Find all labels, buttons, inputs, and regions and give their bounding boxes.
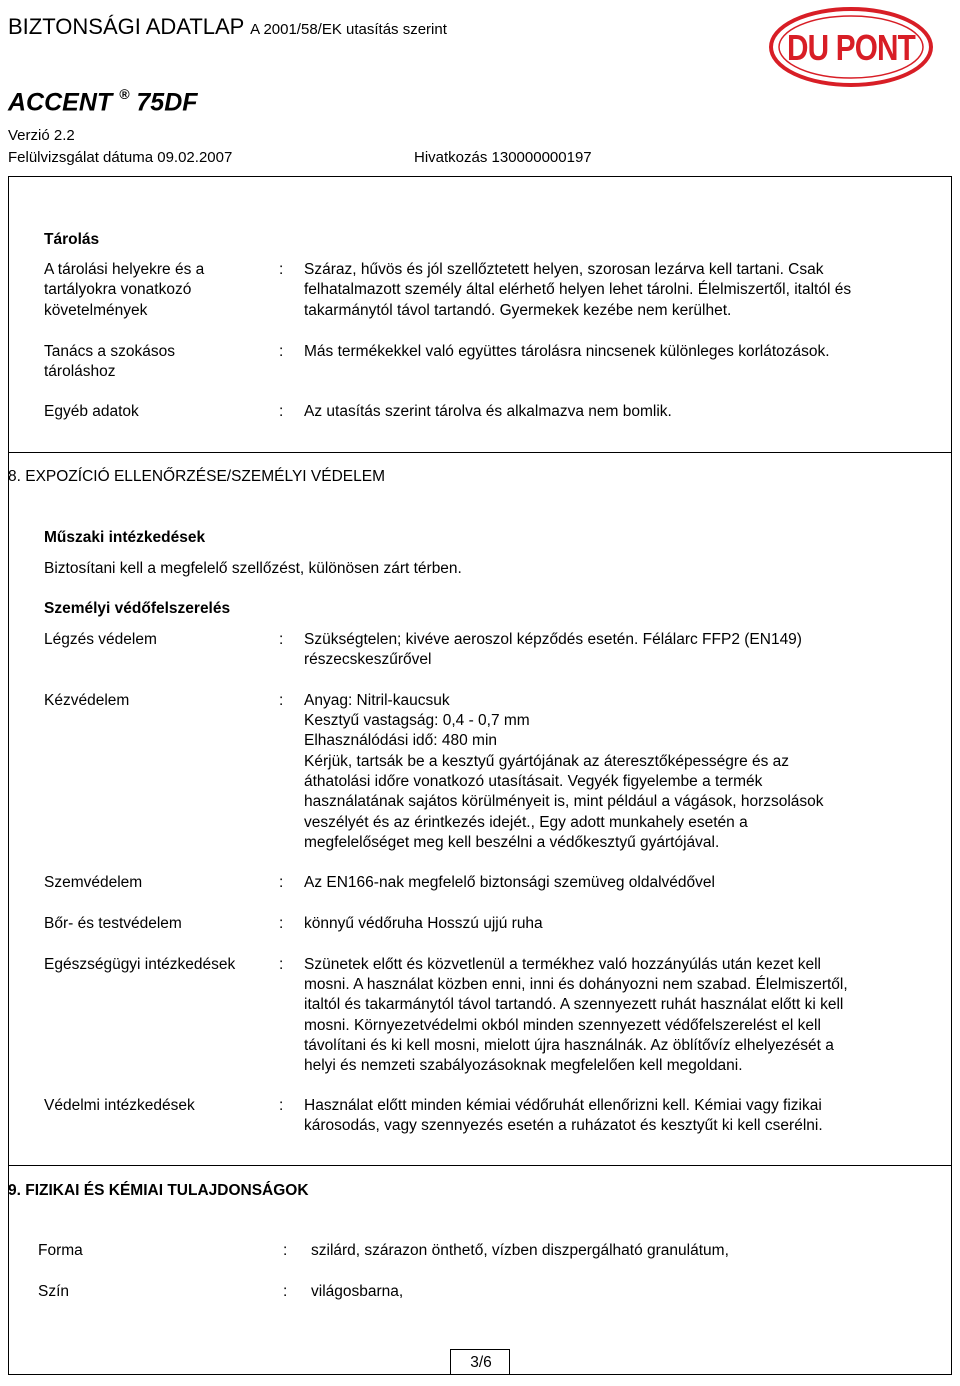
registered-mark: ®	[119, 86, 130, 102]
svg-text:DU PONT: DU PONT	[787, 27, 916, 68]
ppe-value-hygiene-5: távolítani és ki kell mosni, mielott újra használnák. Az öblítővíz elhelyezését a	[304, 1037, 834, 1054]
ppe-value-hand-1: Anyag: Nitril-kaucsuk	[304, 692, 450, 709]
ppe-value-hygiene-6: helyi és nemzeti szabályozásoknak megfelelően kell megoldani.	[304, 1057, 743, 1074]
section-divider	[8, 452, 952, 453]
ppe-value-hand-8: megfelelőséget meg kell beszélni a védőkesztyű gyártójával.	[304, 834, 720, 851]
storage-value-advice: Más termékekkel való együttes tárolásra nincsenek különleges korlátozások.	[304, 343, 830, 360]
ppe-value-hand-2: Kesztyű vastagság: 0,4 - 0,7 mm	[304, 712, 530, 729]
page-number-box	[450, 1349, 510, 1375]
title-main: BIZTONSÁGI ADATLAP	[8, 14, 244, 39]
section-9-heading: 9. FIZIKAI ÉS KÉMIAI TULAJDONSÁGOK	[8, 1182, 309, 1199]
colon: :	[283, 1283, 288, 1300]
colon: :	[279, 1097, 284, 1114]
ppe-value-protective-2: károsodás, vagy szennyezés esetén a ruházatot és kesztyűt ki kell cserélni.	[304, 1117, 823, 1134]
property-label-form: Forma	[38, 1242, 83, 1259]
colon: :	[279, 692, 284, 709]
colon: :	[279, 631, 284, 648]
reference-number: Hivatkozás 130000000197	[414, 149, 592, 166]
ppe-value-hand-3: Elhasználódási idő: 480 min	[304, 732, 498, 749]
ppe-label-skin: Bőr- és testvédelem	[44, 915, 182, 932]
storage-label-advice-2: tároláshoz	[44, 363, 116, 380]
storage-label-requirements-1: A tárolási helyekre és a	[44, 261, 205, 278]
ppe-label-hand: Kézvédelem	[44, 692, 130, 709]
storage-label-requirements-2: tartályokra vonatkozó	[44, 281, 192, 298]
ppe-value-hand-4: Kérjük, tartsák be a kesztyű gyártójának az áteresztőképességre és az	[304, 753, 790, 770]
property-value-form: szilárd, szárazon önthető, vízben diszpergálható granulátum,	[311, 1242, 729, 1259]
colon: :	[279, 261, 284, 278]
document-title	[8, 14, 447, 40]
ppe-label-protective: Védelmi intézkedések	[44, 1097, 195, 1114]
storage-label-requirements-3: követelmények	[44, 302, 148, 319]
colon: :	[279, 874, 284, 891]
colon: :	[279, 956, 284, 973]
product-code: 75DF	[136, 88, 198, 117]
ppe-value-hand-5: áthatolási időre vonatkozó utasításait. Vegyék figyelembe a termék	[304, 773, 763, 790]
technical-measures-text: Biztosítani kell a megfelelő szellőzést, különösen zárt térben.	[44, 560, 462, 577]
version: Verzió 2.2	[8, 127, 75, 144]
dupont-logo	[768, 6, 934, 88]
ppe-value-protective-1: Használat előtt minden kémiai védőruhát ellenőrizni kell. Kémiai vagy fizikai	[304, 1097, 822, 1114]
section-8-heading: 8. EXPOZÍCIÓ ELLENŐRZÉSE/SZEMÉLYI VÉDELEM	[8, 468, 385, 485]
ppe-value-skin: könnyű védőruha Hosszú ujjú ruha	[304, 915, 543, 932]
ppe-heading: Személyi védőfelszerelés	[44, 600, 231, 617]
product-name	[8, 88, 198, 117]
storage-label-advice-1: Tanács a szokásos	[44, 343, 175, 360]
ppe-value-eye: Az EN166-nak megfelelő biztonsági szemüveg oldalvédővel	[304, 874, 715, 891]
colon: :	[279, 343, 284, 360]
ppe-value-hand-6: használatának sajátos körülményeit is, mint például a vágások, horzsolások	[304, 793, 824, 810]
colon: :	[279, 403, 284, 420]
storage-heading: Tárolás	[44, 231, 100, 248]
ppe-value-hand-7: veszélyét és az érintkezés idejét., Egy adott munkahely esetén a	[304, 814, 748, 831]
ppe-value-hygiene-3: italtól és takarmánytól távol tartandó. A szennyezett ruhát használat előtt ki kell	[304, 996, 844, 1013]
storage-value-requirements-3: takarmánytól távol tartandó. Gyermekek kezébe nem kerülhet.	[304, 302, 732, 319]
ppe-value-hygiene-4: mosni. Környezetvédelmi okból minden szennyezett védőfelszerelést el kell	[304, 1017, 821, 1034]
ppe-value-hygiene-2: mosni. A használat közben enni, inni és dohányozni nem szabad. Élelmiszertől,	[304, 976, 848, 993]
review-date: Felülvizsgálat dátuma 09.02.2007	[8, 149, 233, 166]
storage-value-requirements-2: felhatalmazott személy által elérhető helyen lehet tárolni. Élelmiszertől, italtól és	[304, 281, 852, 298]
property-value-color: világosbarna,	[311, 1283, 404, 1300]
colon: :	[279, 915, 284, 932]
ppe-value-respiratory-1: Szükségtelen; kivéve aeroszol képződés esetén. Félálarc FFP2 (EN149)	[304, 631, 802, 648]
ppe-value-respiratory-2: részecskeszűrővel	[304, 651, 432, 668]
property-label-color: Szín	[38, 1283, 70, 1300]
colon: :	[283, 1242, 288, 1259]
ppe-label-respiratory: Légzés védelem	[44, 631, 157, 648]
product-name-text: ACCENT	[8, 88, 113, 117]
ppe-label-hygiene: Egészségügyi intézkedések	[44, 956, 236, 973]
title-sub: A 2001/58/EK utasítás szerint	[250, 21, 447, 38]
ppe-label-eye: Szemvédelem	[44, 874, 143, 891]
technical-measures-heading: Műszaki intézkedések	[44, 529, 206, 546]
ppe-value-hygiene-1: Szünetek előtt és közvetlenül a termékhez való hozzányúlás után kezet kell	[304, 956, 821, 973]
storage-value-requirements-1: Száraz, hűvös és jól szellőztetett helyen, szorosan lezárva kell tartani. Csak	[304, 261, 824, 278]
storage-label-other: Egyéb adatok	[44, 403, 139, 420]
page-number: 3/6	[470, 1354, 492, 1371]
storage-value-other: Az utasítás szerint tárolva és alkalmazva nem bomlik.	[304, 403, 672, 420]
